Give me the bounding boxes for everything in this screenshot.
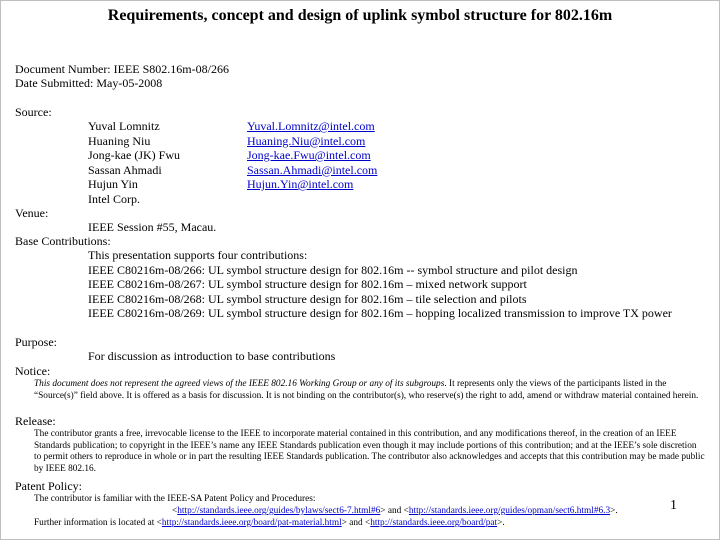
contribution-item: IEEE C80216m-08/267: UL symbol structure design for 802.16m – mixed network support [88,277,527,291]
release-label: Release: [15,414,56,428]
pat-link[interactable]: http://standards.ieee.org/board/pat [370,518,498,528]
purpose-label: Purpose: [15,335,57,349]
author-name: Yuval Lomnitz [88,119,160,133]
patent-policy-label: Patent Policy: [15,479,82,493]
base-contributions-intro: This presentation supports four contributions: [88,248,308,262]
venue-label: Venue: [15,206,49,220]
patent-line-2 [172,506,618,518]
page-title: Requirements, concept and design of uplink symbol structure for 802.16m [107,7,613,24]
patent-text: < [172,506,178,516]
author-affiliation: Intel Corp. [88,191,140,206]
patent-line-1: The contributor is familiar with the IEEE-SA Patent Policy and Procedures: [34,494,316,504]
patent-text: Further information is located at < [34,518,162,528]
email-link[interactable]: Hujun.Yin@intel.com [247,177,354,191]
patent-text: > and < [380,506,409,516]
author-name: Sassan Ahmadi [88,162,162,177]
email-link[interactable]: Huaning.Niu@intel.com [247,133,366,148]
patent-text: >. [610,506,618,516]
notice-text [34,379,704,402]
author-name: Hujun Yin [88,177,138,191]
author-list [88,119,180,206]
source-label: Source: [15,105,52,119]
release-text: The contributor grants a free, irrevocable license to the IEEE to incorporate material contained in this contribution, and any modifications thereof, in the creation of an IEEE Standards publication; to copyright in the IEEE’s name any IEEE Standards publication even though it may include portions of this contribution; and at the IEEE’s sole discretion to permit others to reproduce in whole or in part the resulting IEEE Standards publication. The contributor also acknowledges and accepts that this contribution may be made public by IEEE 802.16. [34,429,705,474]
email-link[interactable]: Yuval.Lomnitz@intel.com [247,119,375,133]
contribution-item: IEEE C80216m-08/268: UL symbol structure design for 802.16m – tile selection and pilots [88,291,527,306]
notice-italic: This document does not represent the agreed views of the IEEE 802.16 Working Group or any of its subgroups [34,379,445,389]
document-number: Document Number: IEEE S802.16m-08/266 [15,62,229,76]
venue-value: IEEE Session #55, Macau. [88,220,217,234]
patent-text: >. [497,518,505,528]
email-link[interactable]: Sassan.Ahmadi@intel.com [247,162,378,177]
author-name: Huaning Niu [88,133,151,148]
pat-material-link[interactable]: http://standards.ieee.org/board/pat-material.html [161,518,342,528]
email-list [247,119,377,192]
date-submitted: Date Submitted: May-05-2008 [15,76,163,90]
patent-text: > and < [341,518,371,528]
notice-label: Notice: [15,364,51,378]
email-link[interactable]: Jong-kae.Fwu@intel.com [247,148,371,162]
base-contributions-label: Base Contributions: [15,234,111,248]
opman-link[interactable]: http://standards.ieee.org/guides/opman/sect6.html#6.3 [408,506,611,516]
purpose-value: For discussion as introduction to base contributions [88,349,336,363]
contribution-item: IEEE C80216m-08/269: UL symbol structure design for 802.16m – hopping localized transmission to improve TX power [88,306,672,320]
contribution-item: IEEE C80216m-08/266: UL symbol structure design for 802.16m -- symbol structure and pilot design [88,262,578,277]
page-number: 1 [670,498,677,513]
bylaws-link[interactable]: http://standards.ieee.org/guides/bylaws/sect6-7.html#6 [177,506,381,516]
patent-line-3 [34,518,505,530]
notice-rest: . It represents only the views of the participants listed in the “Source(s)” field above. It is offered as a basis for discussion. It is not binding on the contributor(s), who reserve(s) the right to add, amend or withdraw material contained herein. [34,379,699,401]
base-contributions-list [88,248,672,321]
author-name: Jong-kae (JK) Fwu [88,148,180,162]
